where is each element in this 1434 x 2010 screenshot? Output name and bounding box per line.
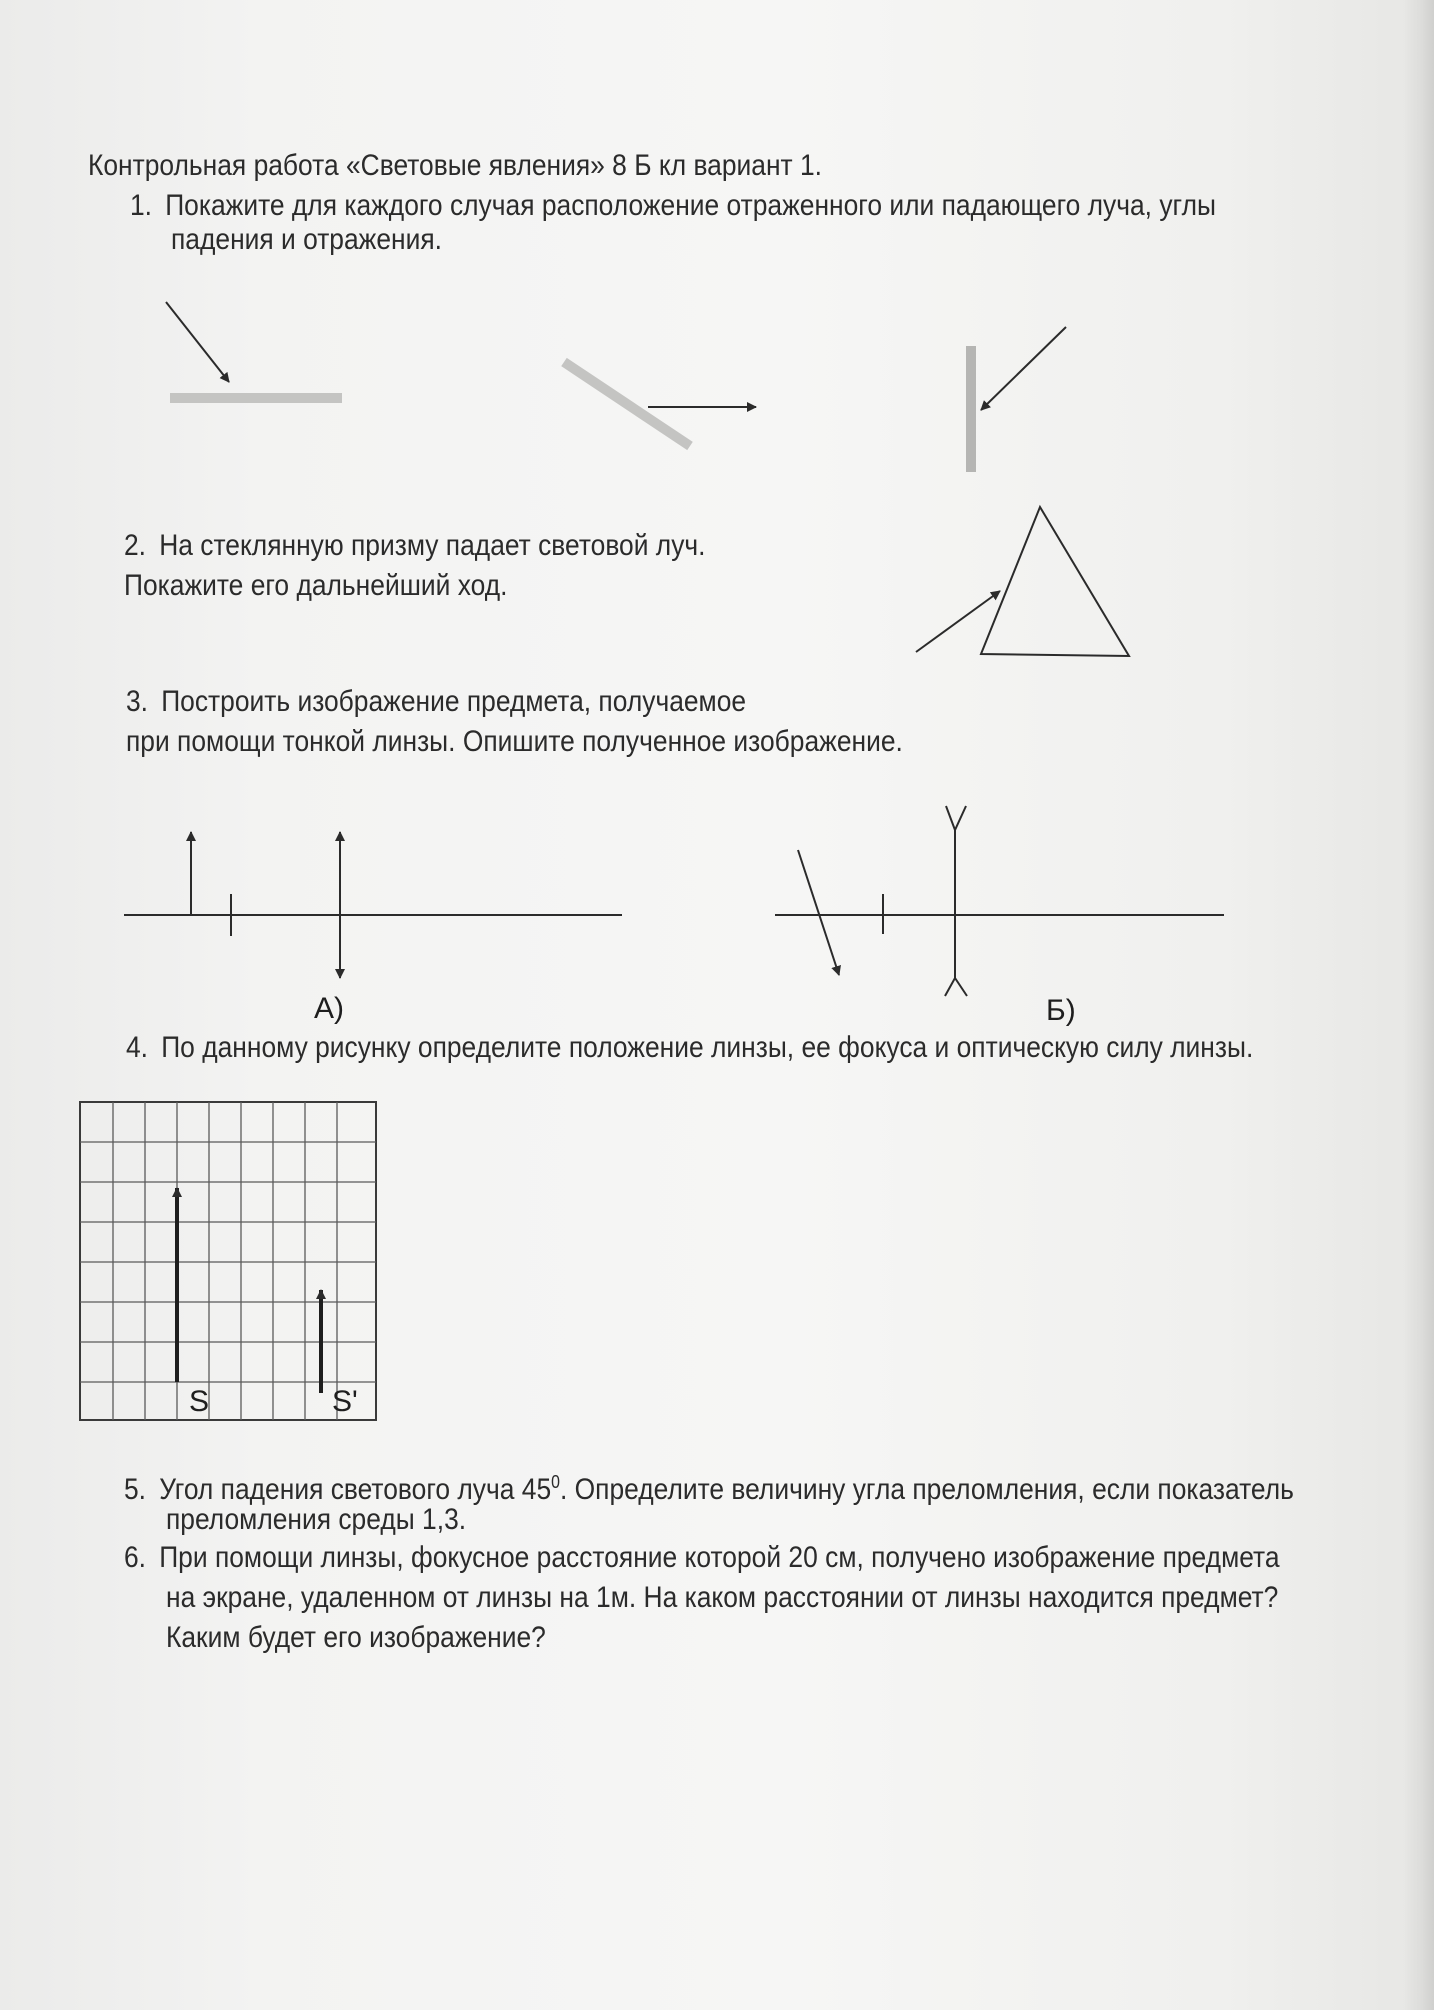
task-6-number: 6. xyxy=(124,1541,147,1574)
grid-object-label: S xyxy=(189,1385,210,1418)
task-5-number: 5. xyxy=(124,1473,147,1506)
task-6-line-3: Каким будет его изображение? xyxy=(166,1621,546,1654)
lens-diagram-a xyxy=(124,832,622,978)
task-2-prism-diagram xyxy=(916,507,1129,656)
grid-border xyxy=(80,1102,376,1420)
lens-diagram-a-label: А) xyxy=(314,992,344,1025)
incident-ray-arrow-3 xyxy=(981,327,1066,410)
task-3-text: Построить изображение предмета, получаемое xyxy=(161,685,747,718)
task-1-diagram-horizontal-mirror xyxy=(166,302,342,398)
task-2-line-2: Покажите его дальнейший ход. xyxy=(124,569,508,602)
task-5-text: Угол падения светового луча 45 xyxy=(159,1473,552,1506)
task-6-text: При помощи линзы, фокусное расстояние которой 20 см, получено изображение предмета xyxy=(159,1541,1280,1574)
task-1-number: 1. xyxy=(130,189,153,222)
task-2-text: На стеклянную призму падает световой луч. xyxy=(159,529,706,562)
worksheet-title: Контрольная работа «Световые явления» 8 Б кл вариант 1. xyxy=(88,149,823,182)
diverging-lens-bottom-tips xyxy=(945,978,967,996)
lens-diagram-b-label: Б) xyxy=(1046,994,1076,1027)
task-6-line-2: на экране, удаленном от линзы на 1м. На каком расстоянии от линзы находится предмет? xyxy=(166,1581,1279,1614)
grid-lines xyxy=(80,1102,376,1420)
task-5-degree-superscript: 0 xyxy=(551,1472,560,1492)
glass-prism-triangle xyxy=(981,507,1129,656)
inclined-mirror xyxy=(564,362,690,446)
task-4-number: 4. xyxy=(126,1031,149,1064)
task-1-diagram-inclined-mirror xyxy=(564,362,756,446)
task-1-text: Покажите для каждого случая расположение отраженного или падающего луча, углы xyxy=(165,189,1216,222)
task-2-number: 2. xyxy=(124,529,147,562)
task-1-diagram-vertical-mirror xyxy=(971,327,1066,472)
diverging-lens-top-tips xyxy=(946,806,966,830)
grid-image-label: S' xyxy=(332,1385,358,1418)
task-3-number: 3. xyxy=(126,685,149,718)
task-1-line-2: падения и отражения. xyxy=(171,223,442,256)
task-4-grid-diagram xyxy=(80,1102,376,1420)
task-4-text: По данному рисунку определите положение линзы, ее фокуса и оптическую силу линзы. xyxy=(161,1031,1254,1064)
task-5-line-2: преломления среды 1,3. xyxy=(166,1503,467,1536)
incident-ray-arrow-1 xyxy=(166,302,229,382)
task-3-line-2: при помощи тонкой линзы. Опишите полученное изображение. xyxy=(126,725,903,758)
incident-ray-on-prism xyxy=(916,591,1000,652)
lens-diagram-b xyxy=(775,806,1224,996)
task-5-text-end: . Определите величину угла преломления, если показатель xyxy=(559,1473,1294,1506)
object-arrow-b xyxy=(798,850,839,975)
